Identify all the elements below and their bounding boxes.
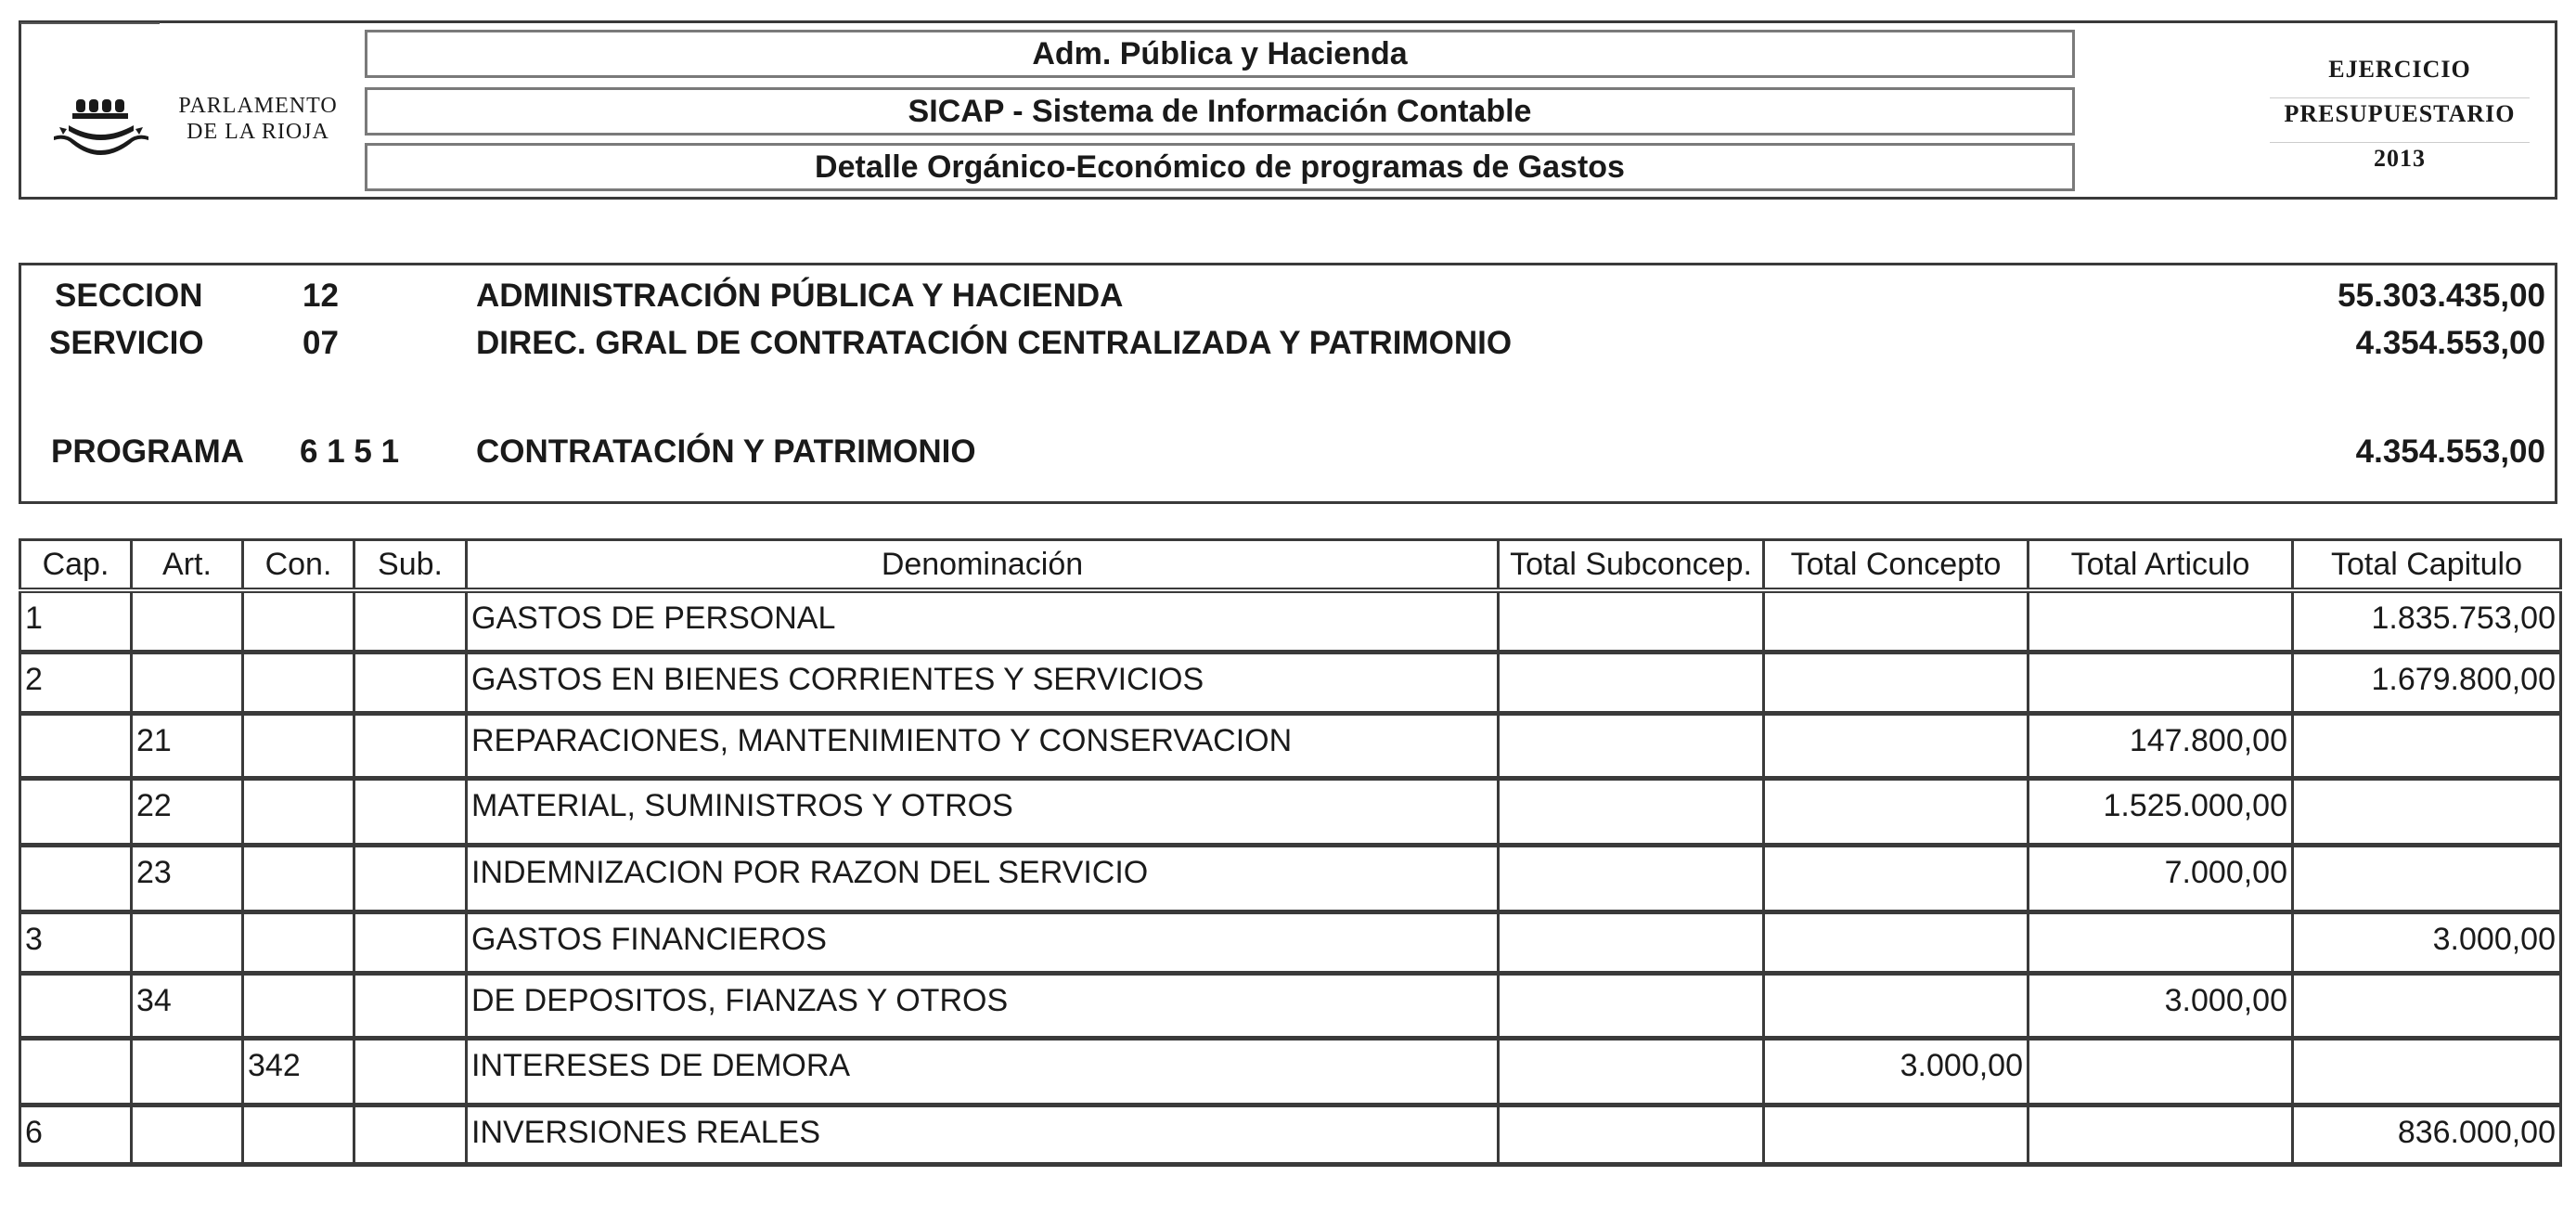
header-title-2: SICAP - Sistema de Información Contable — [365, 87, 2075, 136]
cell-total-articulo: 147.800,00 — [2029, 713, 2293, 778]
ejercicio-rule-1 — [2270, 97, 2530, 98]
cell-total-concepto — [1764, 778, 2029, 845]
parliament-logo-icon — [46, 88, 156, 164]
cell-denominacion: DE DEPOSITOS, FIANZAS Y OTROS — [467, 973, 1499, 1038]
cell-total-capitulo: 836.000,00 — [2293, 1105, 2561, 1164]
cell-denominacion: INVERSIONES REALES — [467, 1105, 1499, 1164]
cell-total-concepto — [1764, 713, 2029, 778]
table-header-row — [20, 540, 2561, 591]
cell-sub — [354, 778, 467, 845]
cell-art: 22 — [132, 778, 243, 845]
seccion-label: SECCION — [55, 278, 203, 314]
cell-total-concepto — [1764, 911, 2029, 973]
cell-denominacion: INTERESES DE DEMORA — [467, 1038, 1499, 1105]
cell-con — [243, 778, 354, 845]
table-row — [20, 778, 2561, 845]
column-header-total-concepto: Total Concepto — [1764, 540, 2029, 591]
cell-total-articulo: 1.525.000,00 — [2029, 778, 2293, 845]
cell-denominacion: GASTOS DE PERSONAL — [467, 590, 1499, 652]
seccion-amount: 55.303.435,00 — [2338, 278, 2545, 314]
table-row — [20, 652, 2561, 713]
cell-cap: 2 — [20, 652, 132, 713]
cell-sub — [354, 973, 467, 1038]
cell-total-capitulo — [2293, 973, 2561, 1038]
logo-caption — [165, 93, 351, 145]
seccion-code: 12 — [303, 278, 339, 314]
cell-art — [132, 590, 243, 652]
corner-rule — [20, 22, 160, 24]
logo-line-1: PARLAMENTO — [178, 94, 338, 118]
column-header-total-articulo: Total Articulo — [2029, 540, 2293, 591]
programa-amount: 4.354.553,00 — [2355, 433, 2545, 470]
programa-code: 6 1 5 1 — [300, 433, 400, 470]
cell-total-concepto — [1764, 652, 2029, 713]
ejercicio-rule-2 — [2270, 142, 2530, 143]
column-header-total-capitulo: Total Capitulo — [2293, 540, 2561, 591]
table-row — [20, 1038, 2561, 1105]
cell-total-articulo — [2029, 590, 2293, 652]
cell-total-concepto — [1764, 845, 2029, 911]
cell-total-articulo — [2029, 1105, 2293, 1164]
cell-cap — [20, 713, 132, 778]
cell-con — [243, 911, 354, 973]
cell-total-capitulo: 3.000,00 — [2293, 911, 2561, 973]
cell-cap: 3 — [20, 911, 132, 973]
header-title-3: Detalle Orgánico-Económico de programas de Gastos — [365, 143, 2075, 191]
servicio-code: 07 — [303, 325, 339, 361]
cell-con — [243, 590, 354, 652]
servicio-name: DIREC. GRAL DE CONTRATACIÓN CENTRALIZADA Y PATRIMONIO — [476, 325, 1513, 361]
header-title-1: Adm. Pública y Hacienda — [365, 30, 2075, 78]
cell-cap — [20, 778, 132, 845]
cell-sub — [354, 1038, 467, 1105]
cell-total-concepto — [1764, 590, 2029, 652]
cell-total-articulo — [2029, 652, 2293, 713]
cell-art: 23 — [132, 845, 243, 911]
logo-line-2: DE LA RIOJA — [187, 120, 329, 144]
cell-total-subconcepto — [1499, 713, 1764, 778]
cell-art: 34 — [132, 973, 243, 1038]
cell-cap — [20, 973, 132, 1038]
cell-cap: 6 — [20, 1105, 132, 1164]
cell-total-articulo — [2029, 911, 2293, 973]
cell-denominacion: INDEMNIZACION POR RAZON DEL SERVICIO — [467, 845, 1499, 911]
cell-total-articulo: 3.000,00 — [2029, 973, 2293, 1038]
budget-table — [19, 538, 2562, 1167]
program-info — [19, 263, 2557, 504]
cell-sub — [354, 590, 467, 652]
cell-sub — [354, 845, 467, 911]
cell-total-capitulo — [2293, 1038, 2561, 1105]
cell-total-concepto — [1764, 973, 2029, 1038]
cell-art — [132, 911, 243, 973]
column-header-art: Art. — [132, 540, 243, 591]
cell-sub — [354, 713, 467, 778]
table-row — [20, 713, 2561, 778]
cell-total-subconcepto — [1499, 652, 1764, 713]
cell-cap: 1 — [20, 590, 132, 652]
cell-art — [132, 1038, 243, 1105]
cell-total-capitulo: 1.835.753,00 — [2293, 590, 2561, 652]
cell-total-subconcepto — [1499, 1105, 1764, 1164]
column-header-cap: Cap. — [20, 540, 132, 591]
servicio-label: SERVICIO — [49, 325, 204, 361]
ejercicio-label: EJERCICIO — [2328, 56, 2471, 83]
column-header-con: Con. — [243, 540, 354, 591]
cell-sub — [354, 911, 467, 973]
column-header-sub: Sub. — [354, 540, 467, 591]
cell-cap — [20, 845, 132, 911]
cell-denominacion: GASTOS FINANCIEROS — [467, 911, 1499, 973]
cell-art: 21 — [132, 713, 243, 778]
cell-con: 342 — [243, 1038, 354, 1105]
cell-art — [132, 652, 243, 713]
cell-total-articulo — [2029, 1038, 2293, 1105]
table-row — [20, 911, 2561, 973]
cell-con — [243, 713, 354, 778]
table-row — [20, 590, 2561, 652]
cell-con — [243, 1105, 354, 1164]
cell-con — [243, 652, 354, 713]
cell-con — [243, 973, 354, 1038]
column-header-denominacion: Denominación — [467, 540, 1499, 591]
cell-sub — [354, 652, 467, 713]
presupuestario-label: PRESUPUESTARIO — [2284, 100, 2516, 127]
cell-total-capitulo — [2293, 845, 2561, 911]
servicio-amount: 4.354.553,00 — [2355, 325, 2545, 361]
programa-label: PROGRAMA — [51, 433, 245, 470]
cell-denominacion: REPARACIONES, MANTENIMIENTO Y CONSERVACION — [467, 713, 1499, 778]
cell-total-capitulo — [2293, 778, 2561, 845]
ejercicio-year: 2013 — [2374, 145, 2426, 172]
cell-art — [132, 1105, 243, 1164]
column-header-total-subconcepto: Total Subconcep. — [1499, 540, 1764, 591]
cell-con — [243, 845, 354, 911]
cell-total-subconcepto — [1499, 1038, 1764, 1105]
table-row — [20, 845, 2561, 911]
table-row — [20, 973, 2561, 1038]
cell-total-concepto — [1764, 1105, 2029, 1164]
cell-total-subconcepto — [1499, 590, 1764, 652]
programa-name: CONTRATACIÓN Y PATRIMONIO — [476, 433, 976, 470]
cell-total-articulo: 7.000,00 — [2029, 845, 2293, 911]
cell-total-concepto: 3.000,00 — [1764, 1038, 2029, 1105]
cell-denominacion: MATERIAL, SUMINISTROS Y OTROS — [467, 778, 1499, 845]
cell-total-capitulo — [2293, 713, 2561, 778]
cell-total-subconcepto — [1499, 911, 1764, 973]
seccion-name: ADMINISTRACIÓN PÚBLICA Y HACIENDA — [476, 278, 1124, 314]
cell-total-subconcepto — [1499, 778, 1764, 845]
cell-denominacion: GASTOS EN BIENES CORRIENTES Y SERVICIOS — [467, 652, 1499, 713]
cell-sub — [354, 1105, 467, 1164]
cell-total-subconcepto — [1499, 845, 1764, 911]
cell-total-capitulo: 1.679.800,00 — [2293, 652, 2561, 713]
cell-cap — [20, 1038, 132, 1105]
table-row — [20, 1105, 2561, 1164]
cell-total-subconcepto — [1499, 973, 1764, 1038]
